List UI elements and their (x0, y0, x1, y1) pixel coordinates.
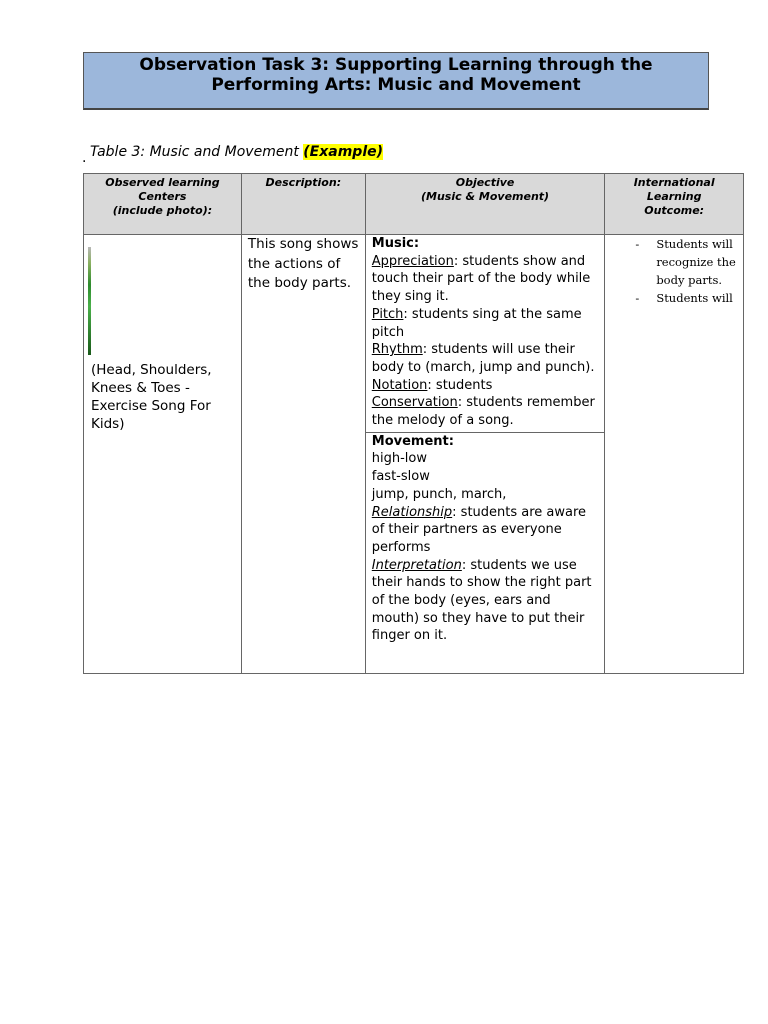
movement-line: high-low (371, 451, 427, 467)
table-caption (90, 144, 383, 160)
header-objective: Objective (Music & Movement) (365, 174, 605, 235)
movement-item: Interpretation: students we use their hands to show the right part of the body (eyes, ears and mouth) so they have to put their finger on it. (371, 557, 592, 644)
movement-heading: Movement: (371, 433, 454, 449)
photo-image (88, 247, 91, 355)
cell-observed (84, 235, 242, 674)
music-item: Appreciation: students show and touch their part of the body while they sing it. (371, 253, 591, 305)
movement-item: Relationship: students are aware of their partners as everyone performs (371, 504, 587, 555)
music-movement-table (83, 173, 744, 674)
music-item: Notation: students (371, 377, 493, 393)
caption-highlight: (Example) (303, 144, 384, 160)
table-header-row (84, 174, 744, 235)
caption-text: Table 3: Music and Movement (90, 144, 304, 160)
header-observed: Observed learning Centers (include photo): (84, 174, 242, 235)
music-block (366, 235, 605, 432)
observed-text: (Head, Shoulders, Knees & Toes - Exercise Song For Kids) (91, 362, 212, 432)
music-item: Rhythm: students will use their body to (march, jump and punch). (371, 342, 595, 375)
music-heading: Music: (371, 236, 420, 251)
description-text: This song shows the actions of the body parts. (247, 236, 359, 291)
music-item: Conservation: students remember the melody of a song. (371, 395, 595, 429)
cell-description (241, 235, 365, 674)
cell-objective (365, 235, 605, 674)
movement-line: jump, punch, march, (371, 486, 507, 502)
header-description: Description: (241, 174, 365, 235)
title-line-1: Observation Task 3: Supporting Learning through the (139, 55, 653, 75)
title-line-2: Performing Arts: Music and Movement (211, 75, 581, 95)
music-item: Pitch: students sing at the same pitch (371, 306, 582, 340)
outcome-item: - Students will recognize the body parts. (611, 235, 743, 289)
cell-outcome (605, 235, 744, 674)
movement-block (366, 432, 605, 663)
movement-line: fast-slow (371, 469, 430, 485)
outcome-list (611, 235, 743, 307)
outcome-item: - Students will (611, 289, 743, 307)
caption-bullet: . (82, 150, 87, 166)
header-outcome: International Learning Outcome: (605, 174, 744, 235)
page-title (83, 52, 709, 110)
table-row (84, 235, 744, 674)
